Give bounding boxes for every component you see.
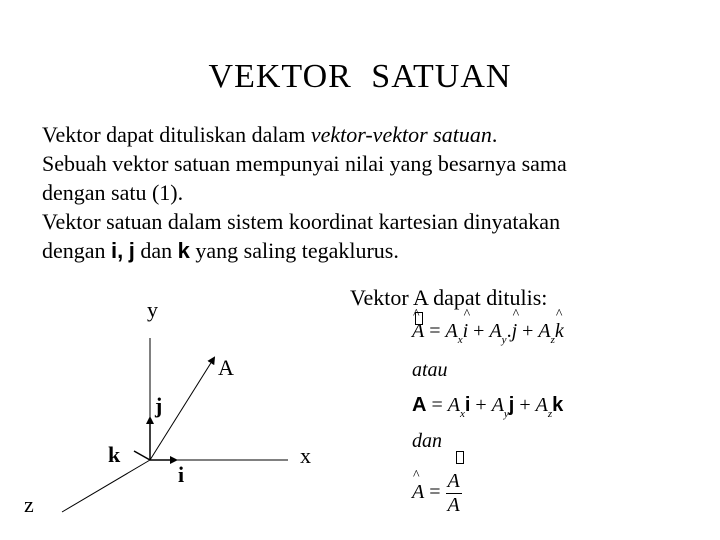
z-axis-line [62,460,150,512]
math-operator: + [468,320,490,342]
unit-vector-j-label: j [155,393,163,418]
math-symbol: A [412,394,427,416]
math-subscript: y [501,334,507,346]
unit-vector-k-arrow [134,451,150,460]
text-span: Vektor dapat dituliskan dalam [42,122,311,147]
missing-glyph-icon [456,451,464,464]
math-operator: = [426,394,448,416]
fraction-numerator: A [447,470,460,492]
text-bold: i, [111,238,124,263]
math-symbol: A [491,394,504,416]
unit-vector-k-label: k [108,442,121,467]
text-bold: k [177,238,190,263]
text-line-4: Vektor satuan dalam sistem koordinat kartesian dinyatakan [42,209,561,234]
math-symbol: A [535,394,548,416]
formula-bold-form [412,394,564,420]
formula-unit-vector [412,470,462,517]
math-operator: = [424,320,446,342]
text-line-3: dengan satu (1). [42,180,184,205]
math-fraction [446,470,462,517]
math-operator: + [470,394,492,416]
text-span: yang saling tegaklurus. [189,238,399,263]
math-symbol: ^ A [412,320,424,343]
math-symbol: ^ j [512,320,518,343]
math-symbol: k [552,394,564,416]
math-subscript: z [550,334,555,346]
formula-component-form [412,320,564,346]
math-symbol: ^ i [463,320,469,343]
math-symbol: A [538,320,551,342]
formula-intro: Vektor A dapat ditulis: [350,285,548,310]
math-symbol: j [508,394,515,416]
formula-atau: atau [412,359,448,381]
math-symbol: ^ k [555,320,564,343]
math-symbol: A [447,394,460,416]
x-axis-label: x [300,443,311,468]
math-symbol: ^ A [412,481,424,504]
math-symbol: i [464,394,471,416]
text-span: dan [134,238,178,263]
math-operator: = [424,481,446,504]
math-subscript: y [503,408,509,420]
text-emphasis: vektor-vektor satuan [310,122,492,147]
text-bold: j [128,238,135,263]
z-axis-label: z [24,492,34,517]
math-subscript: z [547,408,553,420]
formula-dan: dan [412,430,442,452]
math-operator: . [506,320,512,342]
unit-vector-i-label: i [178,462,185,487]
vector-a-label: A [218,355,234,380]
math-operator: + [514,394,536,416]
math-symbol: A [489,320,502,342]
math-operator: + [517,320,539,342]
y-axis-label: y [147,297,158,322]
text-span: . [491,122,498,147]
math-subscript: x [459,408,465,420]
text-line-2: Sebuah vektor satuan mempunyai nilai yang besarnya sama [42,151,567,176]
math-symbol: A [445,320,458,342]
fraction-denominator: A [447,494,460,516]
text-span: dengan [42,238,112,263]
slide-title: VEKTOR SATUAN [208,58,512,95]
math-subscript: x [457,334,463,346]
